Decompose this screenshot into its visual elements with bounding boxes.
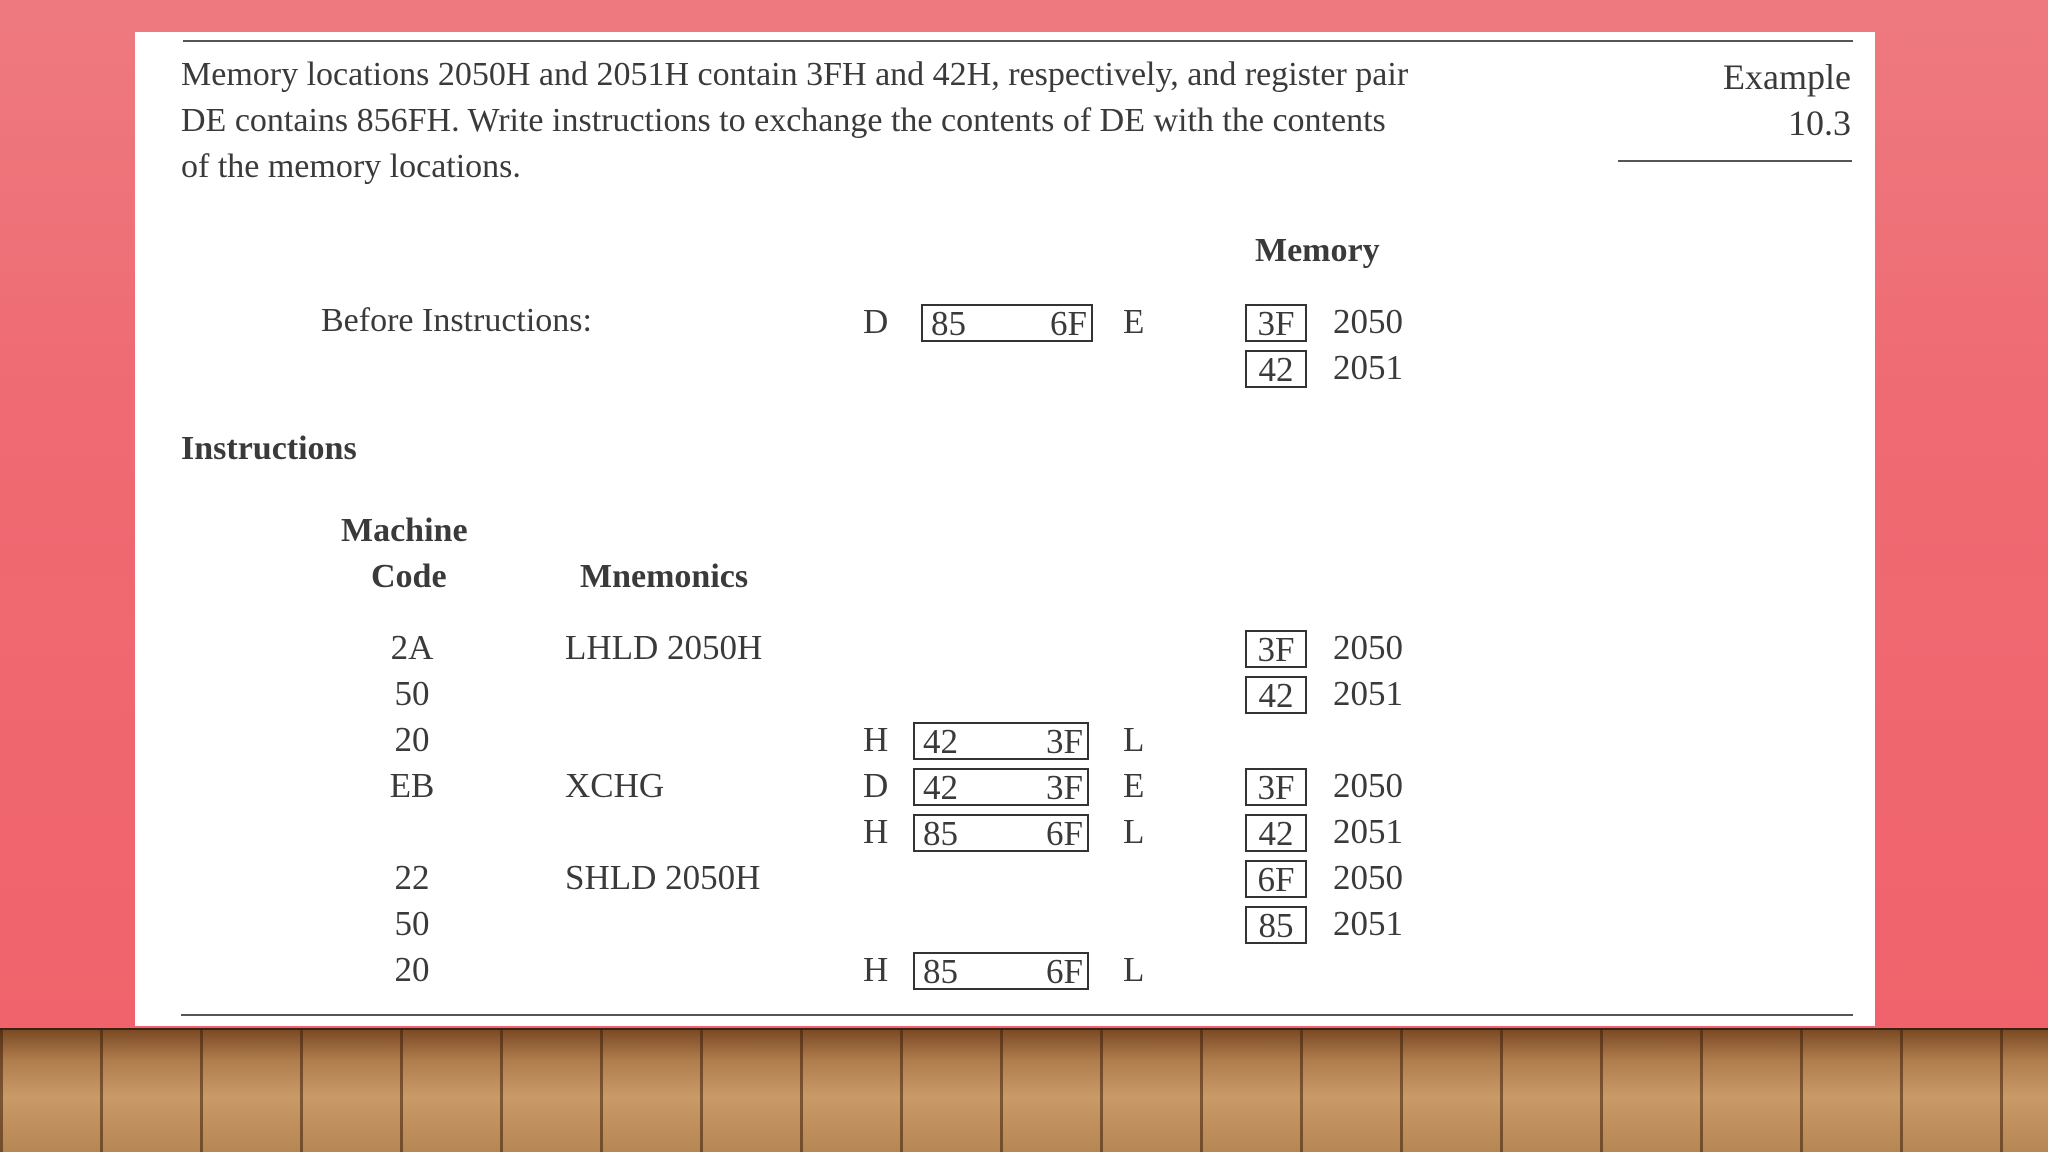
wood-floor-background xyxy=(0,1030,2048,1152)
register-letter-right: L xyxy=(1123,720,1145,759)
memory-cell: 3F xyxy=(1245,768,1307,806)
problem-line-3: of the memory locations. xyxy=(181,148,521,185)
memory-address: 2050 xyxy=(1333,858,1403,897)
before-instructions-label: Before Instructions: xyxy=(321,302,592,339)
problem-line-1: Memory locations 2050H and 2051H contain 3FH and 42H, respectively, and register pair xyxy=(181,56,1409,93)
machine-code-cell: 20 xyxy=(394,950,430,989)
mnemonic-cell: LHLD 2050H xyxy=(565,628,763,667)
machine-code-cell: 50 xyxy=(394,904,430,943)
memory-address: 2050 xyxy=(1333,302,1403,341)
machine-code-cell: EB xyxy=(389,766,435,805)
problem-line-2: DE contains 856FH. Write instructions to exchange the contents of DE with the contents xyxy=(181,102,1386,139)
machine-code-cell: 2A xyxy=(390,628,434,667)
register-letter-right: L xyxy=(1123,812,1145,851)
register-letter-right: E xyxy=(1123,766,1145,805)
register-letter-left: D xyxy=(863,766,889,805)
memory-cell: 6F xyxy=(1245,860,1307,898)
memory-address: 2051 xyxy=(1333,348,1403,387)
register-high-value: 85 xyxy=(923,952,958,991)
machine-code-cell: 22 xyxy=(394,858,430,897)
register-low-value: 6F xyxy=(1046,952,1083,991)
register-pair-box xyxy=(913,814,1089,852)
register-letter-right: E xyxy=(1123,302,1145,341)
register-low-value: 3F xyxy=(1046,768,1083,807)
register-pair-box xyxy=(913,768,1089,806)
register-letter-left: H xyxy=(863,950,889,989)
machine-code-heading-line2: Code xyxy=(371,558,447,595)
register-pair-box xyxy=(921,304,1093,342)
memory-cell: 42 xyxy=(1245,350,1307,388)
mnemonics-heading: Mnemonics xyxy=(580,558,749,595)
example-label: Example xyxy=(1723,57,1851,97)
top-rule xyxy=(183,40,1853,42)
example-rule xyxy=(1618,160,1852,162)
memory-cell: 85 xyxy=(1245,906,1307,944)
mnemonic-cell: SHLD 2050H xyxy=(565,858,761,897)
example-number: 10.3 xyxy=(1788,103,1851,143)
register-high-value: 85 xyxy=(931,304,966,343)
register-letter-left: D xyxy=(863,302,889,341)
register-letter-left: H xyxy=(863,720,889,759)
memory-address: 2050 xyxy=(1333,766,1403,805)
memory-address: 2051 xyxy=(1333,812,1403,851)
memory-cell: 42 xyxy=(1245,676,1307,714)
machine-code-heading-line1: Machine xyxy=(341,512,468,549)
register-pair-box xyxy=(913,722,1089,760)
machine-code-cell: 50 xyxy=(394,674,430,713)
mnemonic-cell: XCHG xyxy=(565,766,665,805)
register-letter-left: H xyxy=(863,812,889,851)
register-low-value: 6F xyxy=(1046,814,1083,853)
register-low-value: 3F xyxy=(1046,722,1083,761)
memory-address: 2051 xyxy=(1333,674,1403,713)
register-high-value: 42 xyxy=(923,768,958,807)
register-low-value: 6F xyxy=(1050,304,1087,343)
bottom-rule xyxy=(181,1014,1853,1016)
memory-cell: 42 xyxy=(1245,814,1307,852)
register-high-value: 85 xyxy=(923,814,958,853)
memory-address: 2050 xyxy=(1333,628,1403,667)
textbook-page xyxy=(135,32,1875,1026)
register-high-value: 42 xyxy=(923,722,958,761)
register-pair-box xyxy=(913,952,1089,990)
machine-code-cell: 20 xyxy=(394,720,430,759)
instructions-heading: Instructions xyxy=(181,430,357,467)
memory-heading: Memory xyxy=(1255,232,1380,269)
register-letter-right: L xyxy=(1123,950,1145,989)
memory-cell: 3F xyxy=(1245,630,1307,668)
memory-cell: 3F xyxy=(1245,304,1307,342)
memory-address: 2051 xyxy=(1333,904,1403,943)
